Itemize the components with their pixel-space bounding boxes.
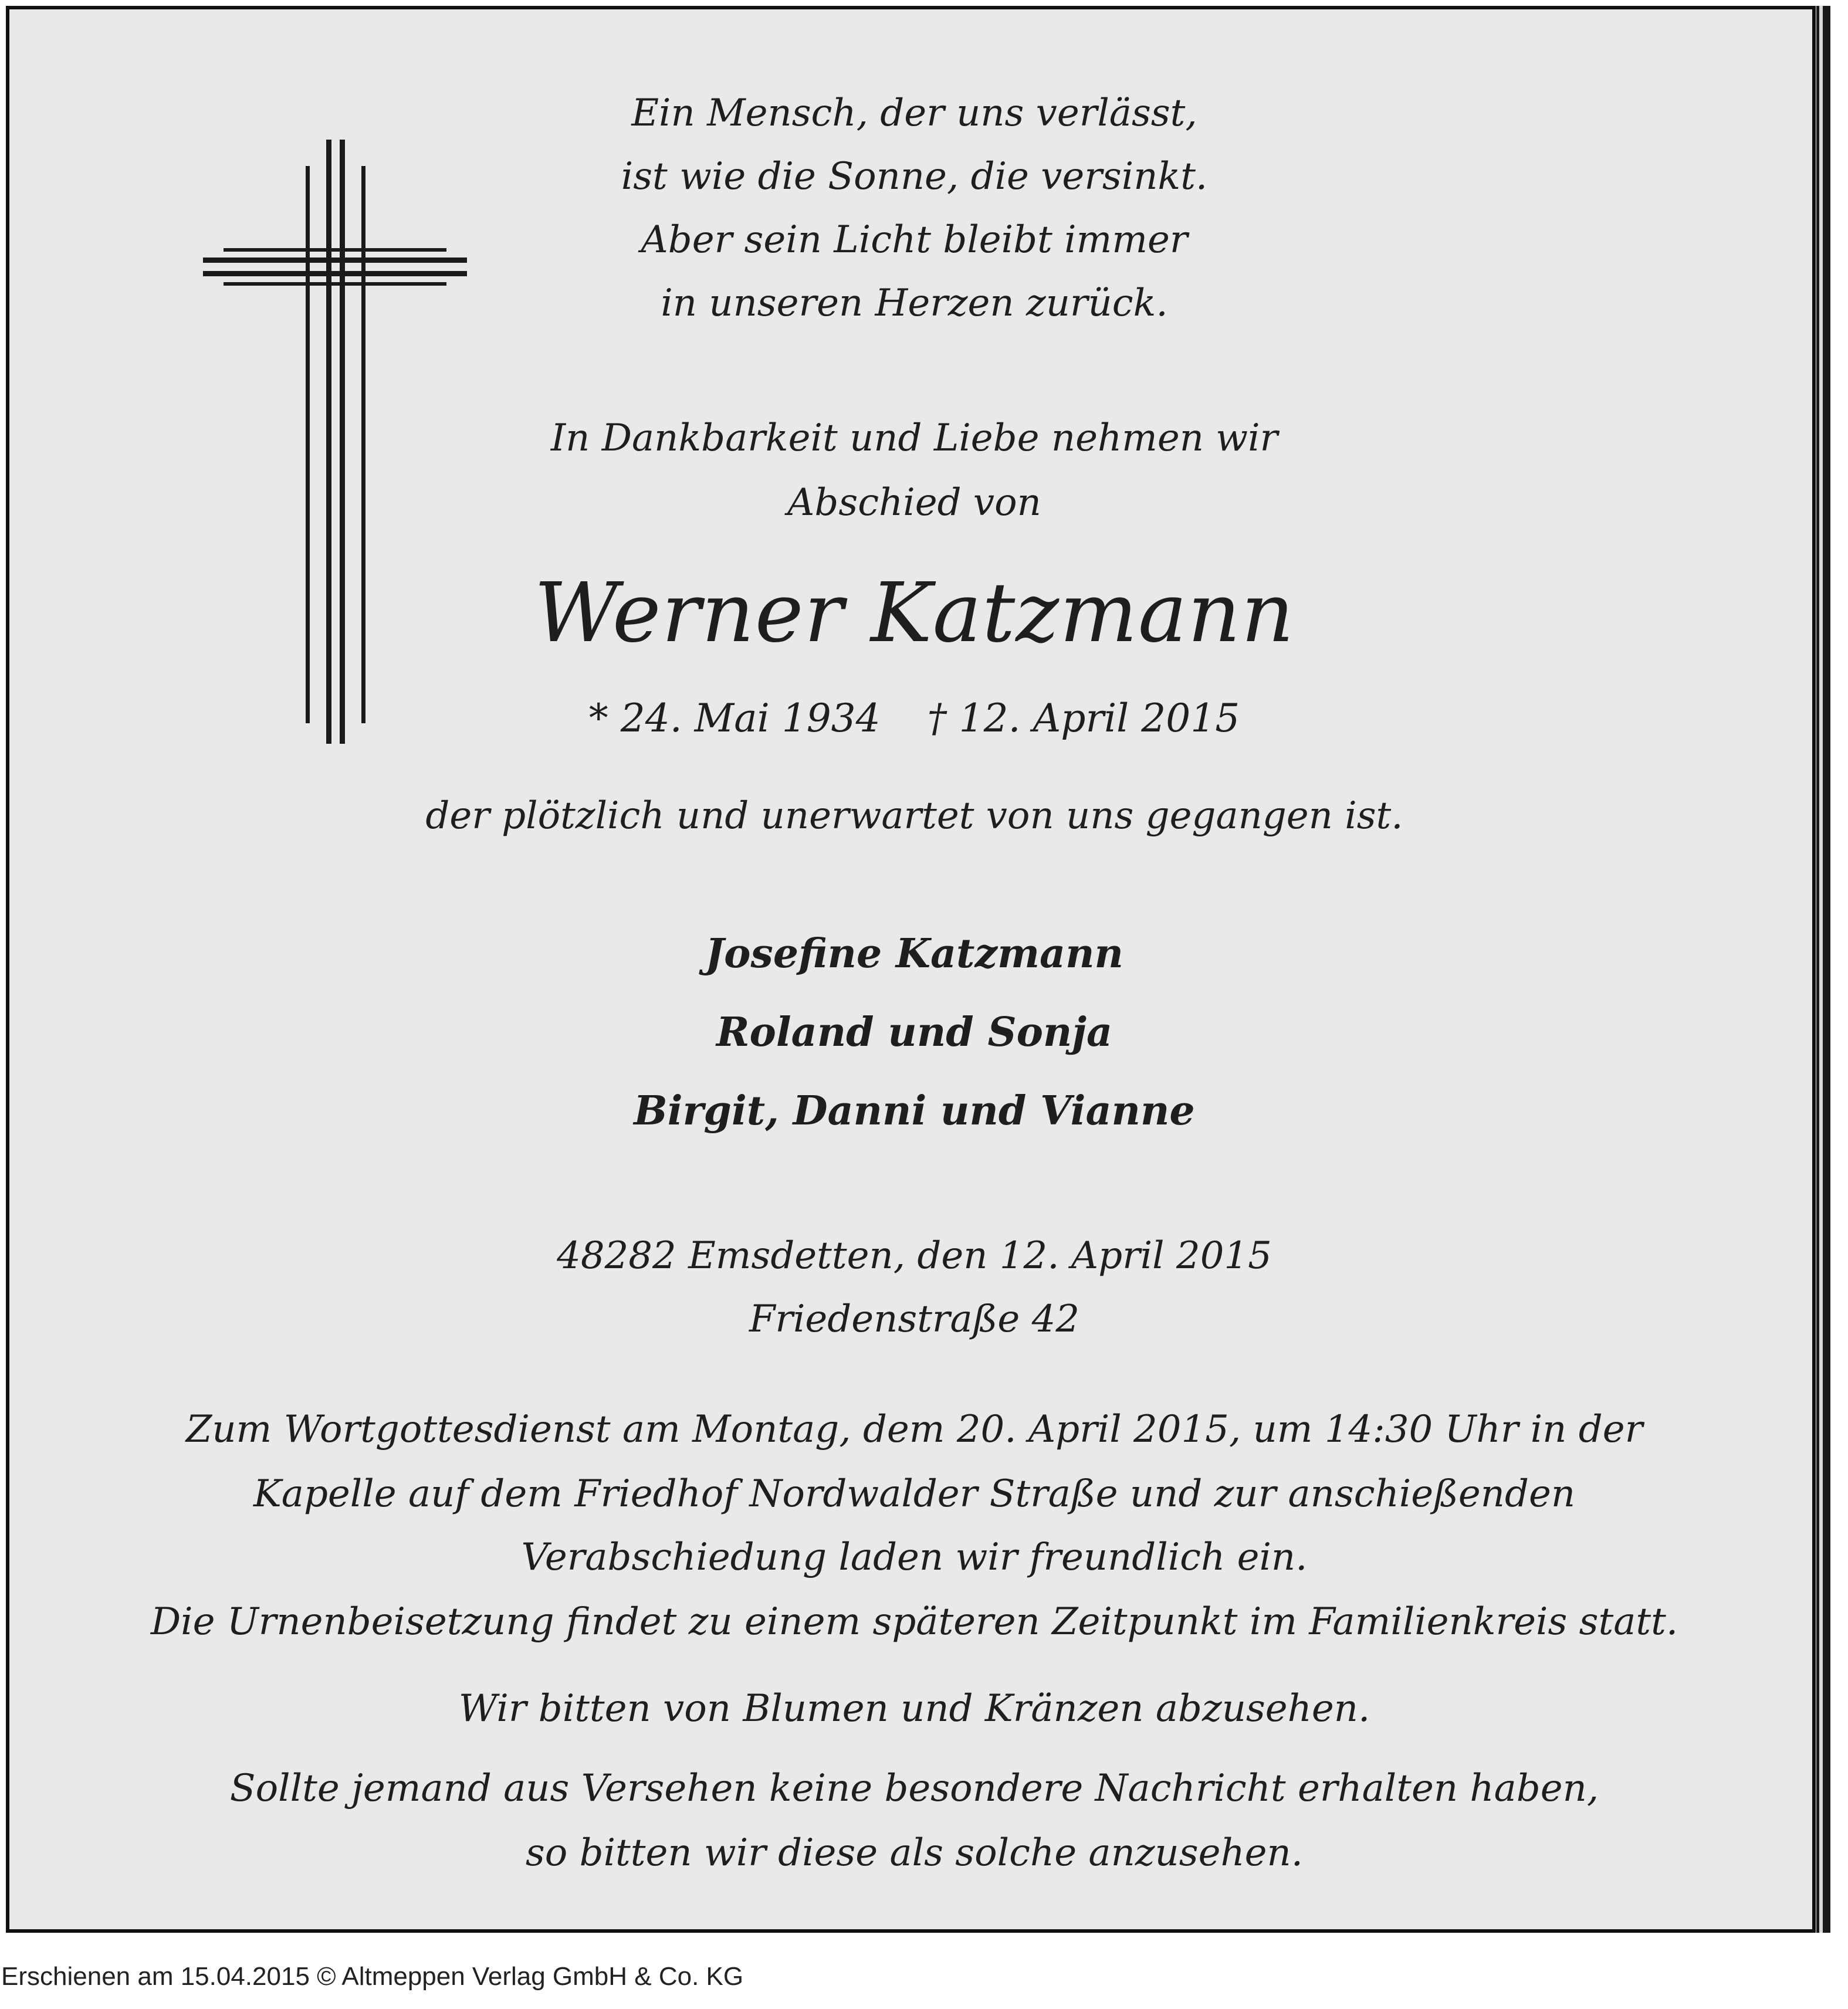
poem-line: Aber sein Licht bleibt immer xyxy=(641,218,1188,262)
closing-line: so bitten wir diese als solche anzusehen. xyxy=(525,1831,1304,1875)
poem-line: ist wie die Sonne, die versinkt. xyxy=(621,155,1208,198)
birth-date: * 24. Mai 1934 xyxy=(588,696,881,741)
poem-line: Ein Mensch, der uns verlässt, xyxy=(631,92,1197,135)
street-address: Friedenstraße 42 xyxy=(749,1297,1080,1341)
passing-text: der plötzlich und unerwartet von uns gegangen ist. xyxy=(425,794,1403,838)
place-date: 48282 Emsdetten, den 12. April 2015 xyxy=(557,1234,1272,1278)
publication-footer: Erschienen am 15.04.2015 © Altmeppen Verlag GmbH & Co. KG xyxy=(1,1962,744,1991)
mourner-name: Josefine Katzmann xyxy=(705,930,1123,977)
service-line: Zum Wortgottesdienst am Montag, dem 20. April 2015, um 14:30 Uhr in der xyxy=(185,1408,1643,1451)
border-edge xyxy=(1816,6,1830,1933)
service-line: Die Urnenbeisetzung findet zu einem späteren Zeitpunkt im Familienkreis statt. xyxy=(150,1600,1678,1644)
mourner-name: Roland und Sonja xyxy=(716,1009,1113,1056)
closing-line: Sollte jemand aus Versehen keine besondere Nachricht erhalten haben, xyxy=(229,1767,1599,1810)
obituary-notice xyxy=(6,6,1816,1933)
flowers-note: Wir bitten von Blumen und Kränzen abzusehen. xyxy=(458,1687,1370,1730)
intro-line: Abschied von xyxy=(787,481,1041,524)
death-date: † 12. April 2015 xyxy=(927,696,1240,741)
poem-line: in unseren Herzen zurück. xyxy=(661,282,1168,325)
service-line: Kapelle auf dem Friedhof Nordwalder Straße und zur anschießenden xyxy=(253,1472,1576,1516)
deceased-name: Werner Katzmann xyxy=(534,565,1295,661)
mourner-name: Birgit, Danni und Vianne xyxy=(634,1087,1195,1134)
border-edge-gap xyxy=(1819,6,1823,1933)
service-line: Verabschiedung laden wir freundlich ein. xyxy=(521,1536,1308,1579)
life-dates xyxy=(9,696,1819,741)
intro-line: In Dankbarkeit und Liebe nehmen wir xyxy=(550,416,1278,460)
